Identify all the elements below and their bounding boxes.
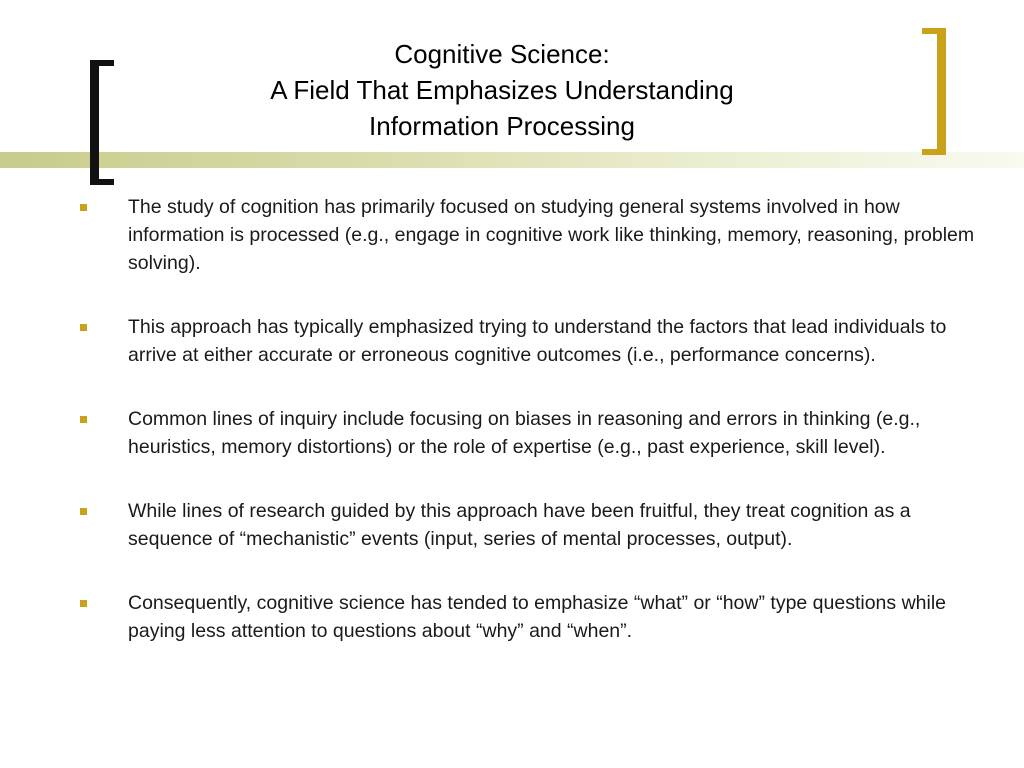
- bullet-text: This approach has typically emphasized trying to understand the factors that lead individuals to arrive at either accurate or erroneous cognitive outcomes (i.e., performance concerns).: [128, 316, 947, 366]
- bullet-item: [128, 589, 996, 645]
- left-bracket-decoration: [90, 60, 114, 185]
- bullet-text: Consequently, cognitive science has tended to emphasize “what” or “how” type questions while paying less attention to questions about “why” and “when”.: [128, 592, 947, 642]
- bullet-text: While lines of research guided by this approach have been fruitful, they treat cognition as a sequence of “mechanistic” events (input, series of mental processes, output).: [128, 500, 911, 550]
- right-bracket-decoration: [922, 28, 946, 155]
- bullet-item: [128, 193, 996, 277]
- square-bullet-icon: [80, 416, 87, 423]
- bullet-list: [0, 193, 1024, 681]
- square-bullet-icon: [80, 600, 87, 607]
- bullet-text: The study of cognition has primarily focused on studying general systems involved in how information is processed (e.g., engage in cognitive work like thinking, memory, reasoning, problem solving).: [128, 196, 975, 274]
- bullet-item: [128, 497, 996, 553]
- square-bullet-icon: [80, 204, 87, 211]
- title-line-2: A Field That Emphasizes Understanding: [270, 75, 734, 105]
- bullet-text: Common lines of inquiry include focusing on biases in reasoning and errors in thinking (e.g., heuristics, memory distortions) or the role of expertise (e.g., past experience, skill level).: [128, 408, 921, 458]
- slide-title: [200, 36, 804, 144]
- title-line-3: Information Processing: [369, 111, 635, 141]
- decorative-band: [0, 152, 1024, 168]
- title-line-1: Cognitive Science:: [394, 39, 610, 69]
- square-bullet-icon: [80, 324, 87, 331]
- bullet-item: [128, 313, 996, 369]
- bullet-item: [128, 405, 996, 461]
- square-bullet-icon: [80, 508, 87, 515]
